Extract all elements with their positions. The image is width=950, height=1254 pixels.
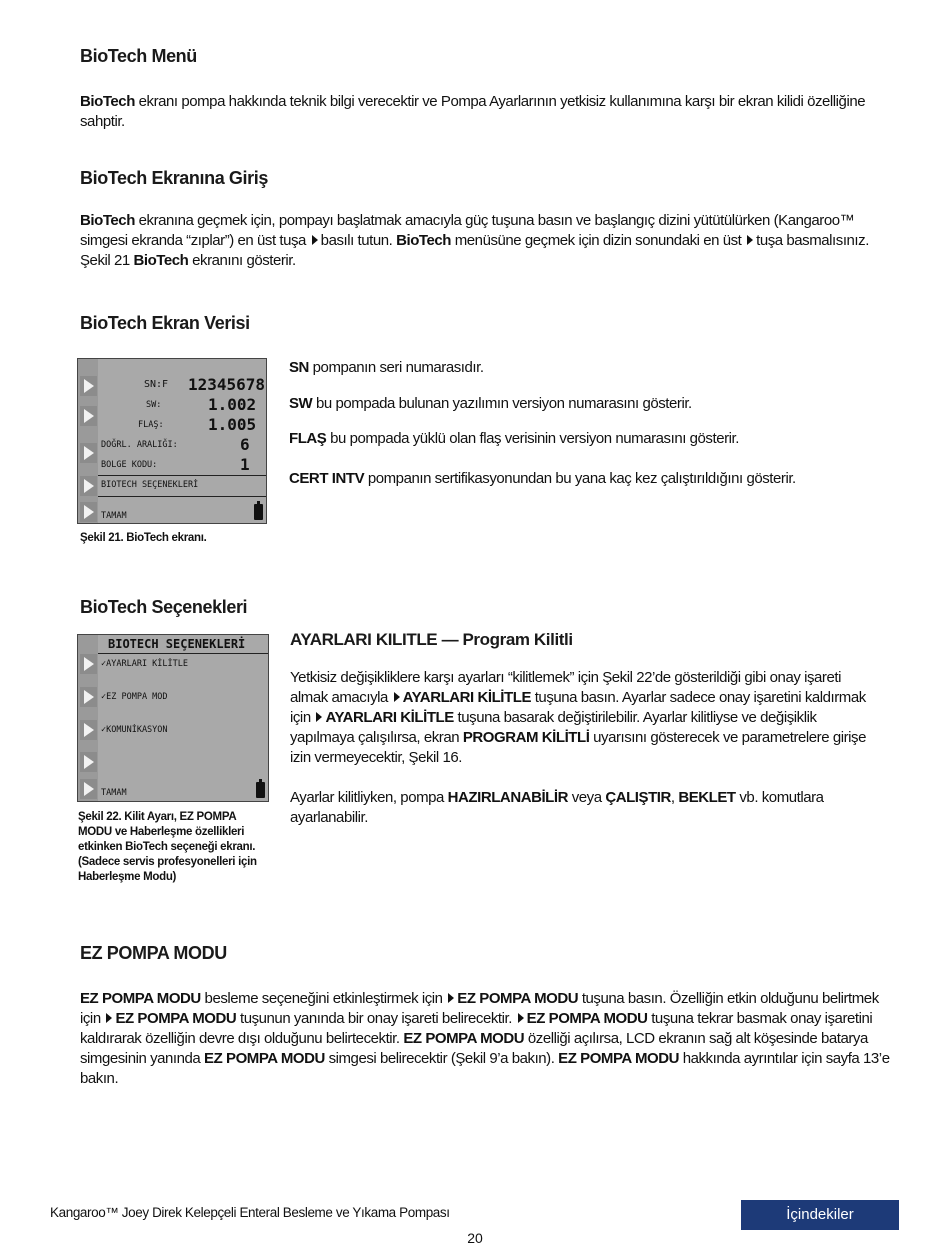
bold-term: PROGRAM KİLİTLİ — [462, 729, 590, 746]
list-item-sn — [289, 358, 909, 378]
lock-settings-block — [290, 630, 900, 828]
lcd-button-2 — [80, 687, 97, 707]
lock-settings-title — [290, 630, 900, 650]
lcd-ok-label: TAMAM — [101, 511, 127, 521]
text: vb. komutlara ayarlanabilir. — [290, 789, 824, 826]
page-number: 20 — [467, 1230, 483, 1246]
lcd-divider — [98, 496, 266, 497]
lcd-button-1 — [80, 654, 97, 674]
text: pompanın sertifikasyonundan bu yana kaç kez çalıştırıldığını gösterir. — [364, 470, 796, 487]
list-item-cert — [289, 469, 909, 489]
bold-term: EZ POMPA MODU — [457, 990, 579, 1007]
section-title-biotech-options: BioTech Seçenekleri — [80, 597, 248, 617]
text: bu pompada yüklü olan flaş verisinin versiyon numarasını gösterir. — [326, 430, 739, 447]
lcd-button-1 — [80, 376, 97, 396]
battery-icon — [256, 782, 265, 798]
text: özelliği açılırsa, LCD ekranın sağ alt köşesinde batarya simgesinin yanında — [80, 1030, 868, 1067]
bold-term: BioTech — [133, 252, 189, 269]
lcd-button-3 — [80, 443, 97, 463]
bold-term: EZ POMPA MODU — [204, 1050, 325, 1067]
paragraph-locked-commands — [290, 788, 900, 828]
lcd-sn-label: SN:F — [144, 379, 169, 390]
lcd-flash-label: FLAŞ: — [138, 420, 164, 430]
bold-term: BioTech — [80, 93, 135, 110]
lcd-options-label: BIOTECH SEÇENEKLERİ — [101, 480, 199, 490]
lcd-flash-value: 1.005 — [208, 415, 257, 434]
section-title-ez-pump: EZ POMPA MODU — [80, 943, 227, 963]
bold-term: EZ POMPA MODU — [403, 1030, 525, 1047]
text: ekranı pompa hakkında teknik bilgi verecektir ve Pompa Ayarlarının yetkisiz kullanımına karşı bir ekran kilidi özelliğine sahptir. — [80, 93, 866, 130]
section-title-biotech-menu: BioTech Menü — [80, 46, 197, 66]
text: Yetkisiz değişikliklere karşı ayarları “kilitlemek” için Şekil 22’de gösterildiği gibi onay işareti almak amacıyla — [290, 669, 841, 706]
lcd-sw-value: 1.002 — [208, 395, 257, 414]
text: hakkında ayrıntılar için sayfa 13’e bakın. — [80, 1050, 890, 1087]
paragraph-ez-pump — [80, 989, 890, 1089]
text: tuşuna tekrar basmak onay işaretini kaldırarak özelliğin devre dışı olduğunu belirtecektir. — [80, 1010, 873, 1047]
text: tuşuna basın. Özelliğin etkin olduğunu belirtmek için — [80, 990, 879, 1027]
text: ekranına geçmek için, pompayı başlatmak amacıyla güç tuşuna basın ve başlangıç dizini yütütülürken (Kangaroo™ simgesi ekranda “zıplar”) en üst tuşa — [80, 212, 855, 249]
bold-term: AYARLARI KILITLE — [290, 630, 438, 649]
biotech-options-figure — [77, 634, 269, 802]
bold-term: EZ POMPA MODU — [558, 1050, 679, 1067]
lcd-option-ez: ✓EZ POMPA MOD — [101, 692, 168, 702]
toc-button[interactable] — [741, 1200, 899, 1230]
right-arrow-icon — [448, 993, 454, 1003]
toc-button-label: İçindekiler — [741, 1200, 899, 1230]
text: menüsüne geçmek için dizin sonundaki en üst — [451, 232, 746, 249]
text: tuşa basmalısınız. Şekil 21 — [80, 232, 869, 269]
lcd-button-4 — [80, 752, 97, 772]
paragraph-lock-settings — [290, 668, 880, 768]
lcd-button-3 — [80, 720, 97, 740]
bold-term: EZ POMPA MODU — [115, 1010, 237, 1027]
text: tuşuna basın. Ayarlar sadece onay işaretini kaldırmak için — [290, 689, 866, 726]
text: , — [670, 789, 679, 806]
lcd-option-comm: ✓KOMUNİKASYON — [101, 725, 168, 735]
battery-icon — [254, 504, 263, 520]
bold-term: BioTech — [396, 232, 452, 249]
bold-term: HAZIRLANABİLİR — [447, 789, 568, 806]
figure-21-caption: Şekil 21. BioTech ekranı. — [80, 532, 207, 544]
bold-term: CERT INTV — [289, 470, 365, 487]
text: tuşunun yanında bir onay işareti belirecektir. — [236, 1010, 516, 1027]
lcd-button-2 — [80, 406, 97, 426]
lcd-ok-label: TAMAM — [101, 788, 127, 798]
lcd-button-4 — [80, 476, 97, 496]
paragraph-biotech-menu — [80, 92, 880, 132]
lcd-option-lock: ✓AYARLARI KİLİTLE — [101, 659, 188, 669]
text: tuşuna basarak değiştirilebilir. Ayarlar kilitliyse ve değişiklik yapılmaya çalışılırsa, ekran — [290, 709, 817, 746]
lcd-divider — [98, 653, 268, 654]
right-arrow-icon — [312, 235, 318, 245]
bold-term: SN — [289, 359, 309, 376]
text: pompanın seri numarasıdır. — [308, 359, 484, 376]
text: — Program Kilitli — [437, 630, 573, 649]
bold-term: ÇALIŞTIR — [605, 789, 671, 806]
paragraph-biotech-entry — [80, 211, 900, 271]
bold-term: EZ POMPA MODU — [80, 990, 201, 1007]
bold-term: AYARLARI KİLİTLE — [325, 709, 454, 726]
lcd-sn-value: 12345678 — [188, 375, 266, 394]
text: uyarısını gösterecek ve parametrelere girişe izin vermeyecektir, Şekil 16. — [290, 729, 866, 766]
text: Ayarlar kilitliyken, pompa — [290, 789, 448, 806]
bold-term: AYARLARI KİLİTLE — [402, 689, 531, 706]
list-item-sw — [289, 394, 909, 414]
lcd-region-value: 1 — [240, 455, 250, 474]
lcd-sw-label: SW: — [146, 400, 162, 410]
lcd-options-header: BIOTECH SEÇENEKLERİ — [108, 637, 246, 651]
bold-term: BEKLET — [678, 789, 736, 806]
text: ekranını gösterir. — [188, 252, 296, 269]
bold-term: EZ POMPA MODU — [526, 1010, 648, 1027]
figure-22-caption: Şekil 22. Kilit Ayarı, EZ POMPA MODU ve Haberleşme özellikleri etkinken BioTech seçeneği ekranı. (Sadece servis profesyonelleri için Haberleşme Modu) — [78, 811, 257, 883]
text: basılı tutun. — [320, 232, 397, 249]
bold-term: FLAŞ — [289, 430, 327, 447]
right-arrow-icon — [747, 235, 753, 245]
lcd-button-5 — [80, 502, 97, 522]
text: veya — [568, 789, 606, 806]
right-arrow-icon — [394, 692, 400, 702]
section-title-biotech-entry: BioTech Ekranına Giriş — [80, 168, 268, 188]
section-title-biotech-data: BioTech Ekran Verisi — [80, 313, 250, 333]
bold-term: SW — [289, 395, 313, 412]
footer-product-name: Kangaroo™ Joey Direk Kelepçeli Enteral Besleme ve Yıkama Pompası — [50, 1205, 450, 1220]
lcd-button-5 — [80, 779, 97, 799]
text: besleme seçeneğini etkinleştirmek için — [200, 990, 447, 1007]
lcd-cal-label: DOĞRL. ARALIĞI: — [101, 440, 178, 450]
text: simgesi belirecektir (Şekil 9’a bakın). — [324, 1050, 559, 1067]
lcd-cal-value: 6 — [240, 435, 250, 454]
biotech-screen-figure — [77, 358, 267, 524]
right-arrow-icon — [316, 712, 322, 722]
lcd-divider — [98, 475, 266, 476]
right-arrow-icon — [518, 1013, 524, 1023]
lcd-region-label: BOLGE KODU: — [101, 460, 158, 470]
bold-term: BioTech — [80, 212, 135, 229]
biotech-data-list — [289, 358, 909, 489]
list-item-flash — [289, 429, 909, 449]
right-arrow-icon — [106, 1013, 112, 1023]
text: bu pompada bulunan yazılımın versiyon numarasını gösterir. — [312, 395, 692, 412]
